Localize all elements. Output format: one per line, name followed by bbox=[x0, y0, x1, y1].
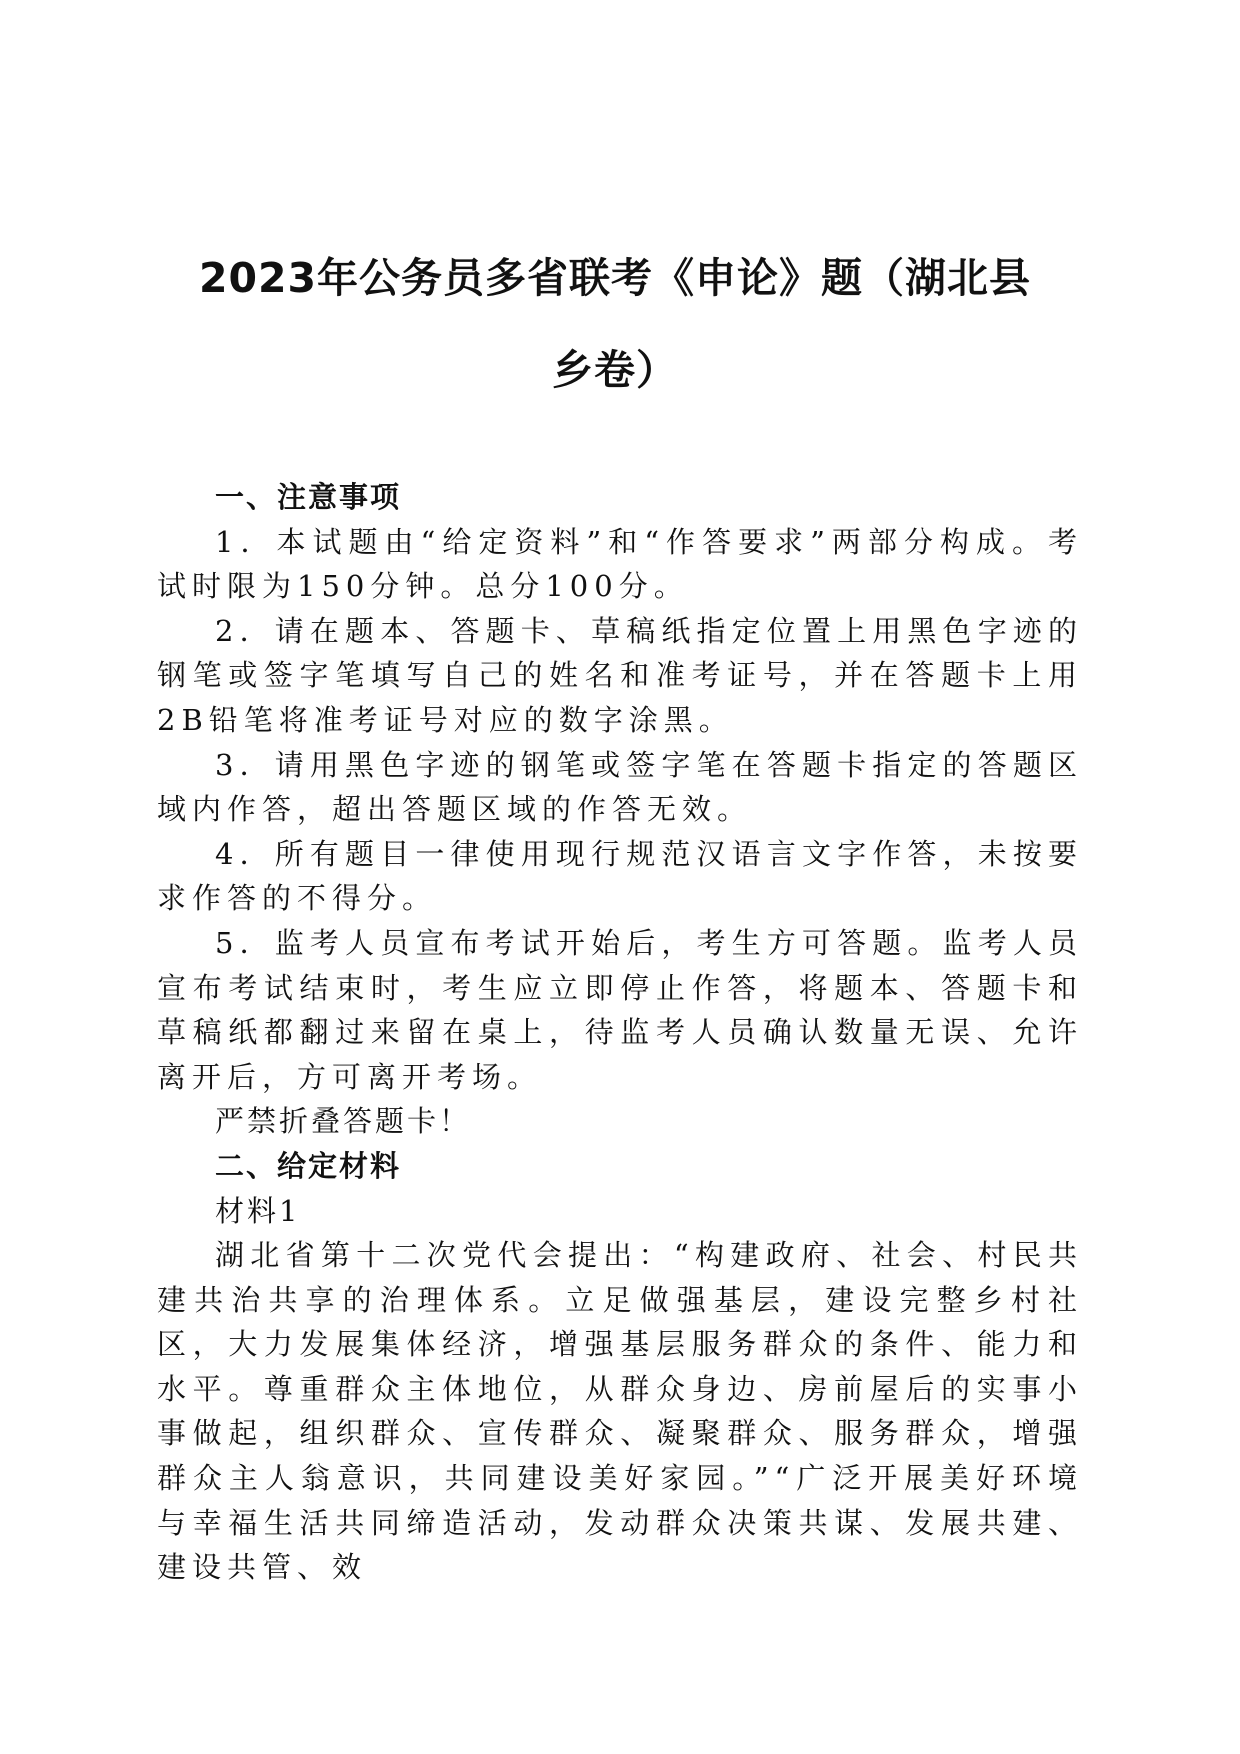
document-title bbox=[150, 232, 1080, 416]
title-line-2: 乡卷） bbox=[552, 346, 678, 394]
note-item-1: 1．本试题由“给定资料”和“作答要求”两部分构成。考试时限为150分钟。总分100分。 bbox=[157, 524, 1083, 604]
document-body bbox=[157, 475, 1083, 1590]
note-item-2: 2．请在题本、答题卡、草稿纸指定位置上用黑色字迹的钢笔或签字笔填写自己的姓名和准考证号，并在答题卡上用2B铅笔将准考证号对应的数字涂黑。 bbox=[157, 613, 1083, 737]
section-heading-notes: 一、注意事项 bbox=[215, 480, 402, 514]
note-item-5: 5．监考人员宣布考试开始后，考生方可答题。监考人员宣布考试结束时，考生应立即停止作答，将题本、答题卡和草稿纸都翻过来留在桌上，待监考人员确认数量无误、允许离开后，方可离开考场。 bbox=[157, 925, 1083, 1094]
material-paragraph: 湖北省第十二次党代会提出：“构建政府、社会、村民共建共治共享的治理体系。立足做强基层，建设完整乡村社区，大力发展集体经济，增强基层服务群众的条件、能力和水平。尊重群众主体地位，从群众身边、房前屋后的实事小事做起，组织群众、宣传群众、凝聚群众、服务群众，增强群众主人翁意识，共同建设美好家园。”“广泛开展美好环境与幸福生活共同缔造活动，发动群众决策共谋、发展共建、建设共管、效 bbox=[157, 1238, 1083, 1585]
note-item-4: 4．所有题目一律使用现行规范汉语言文字作答，未按要求作答的不得分。 bbox=[157, 836, 1083, 916]
note-item-3: 3．请用黑色字迹的钢笔或签字笔在答题卡指定的答题区域内作答，超出答题区域的作答无效。 bbox=[157, 747, 1083, 827]
title-line-1: 2023年公务员多省联考《申论》题（湖北县 bbox=[198, 254, 1032, 302]
warning-text: 严禁折叠答题卡！ bbox=[215, 1104, 472, 1139]
section-heading-materials: 二、给定材料 bbox=[215, 1148, 402, 1183]
material-label: 材料1 bbox=[215, 1193, 301, 1228]
